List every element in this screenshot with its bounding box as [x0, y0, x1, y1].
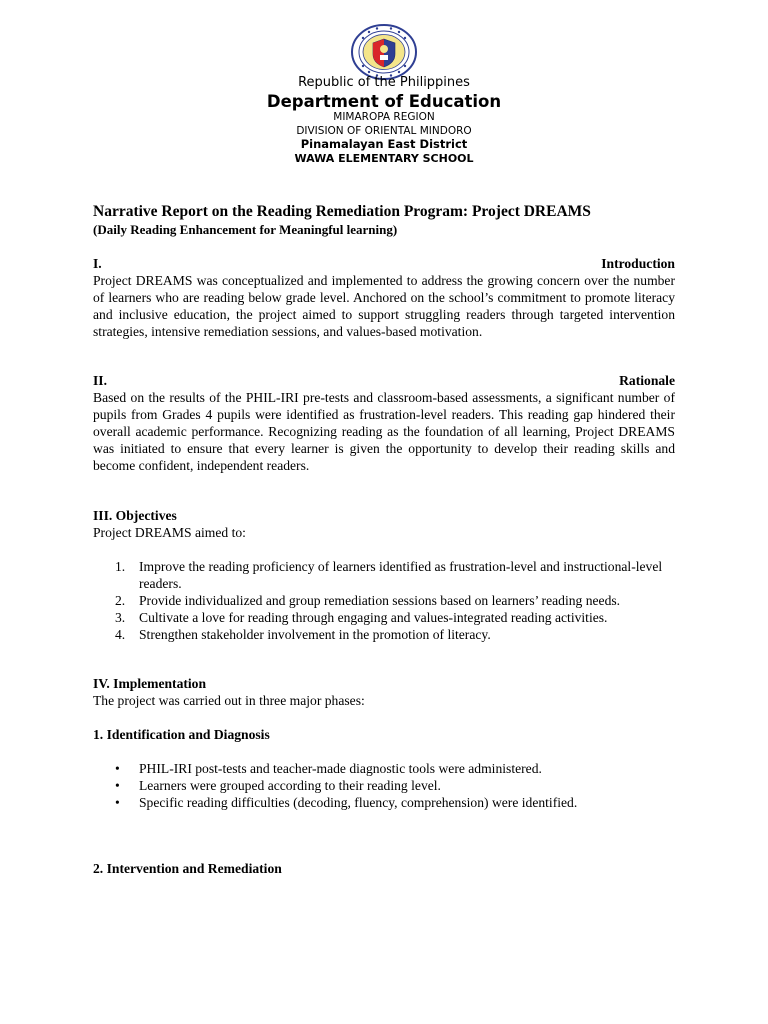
list-item — [93, 777, 675, 794]
list-item-text: Improve the reading proficiency of learners identified as frustration-level and instructional-level readers. — [139, 559, 663, 591]
list-item — [93, 626, 675, 643]
list-item — [93, 558, 675, 592]
list-number: 3. — [115, 610, 126, 625]
section-title: Introduction — [601, 256, 675, 271]
list-item-text: Specific reading difficulties (decoding, fluency, comprehension) were identified. — [139, 795, 578, 810]
list-item-text: Cultivate a love for reading through engaging and values-integrated reading activities. — [139, 610, 608, 625]
section-title: III. Objectives — [93, 508, 177, 523]
document-subtitle: (Daily Reading Enhancement for Meaningful learning) — [93, 222, 398, 237]
section-rationale — [93, 372, 675, 474]
list-number: 4. — [115, 627, 126, 642]
section-heading — [93, 255, 675, 272]
bullet-icon: • — [115, 761, 120, 776]
deped-seal-logo — [351, 24, 417, 80]
bullet-icon: • — [115, 778, 120, 793]
bullet-icon: • — [115, 795, 120, 810]
list-item-text: Provide individualized and group remediation sessions based on learners’ reading needs. — [139, 593, 621, 608]
header-republic: Republic of the Philippines — [298, 75, 470, 90]
header-department: Department of Education — [266, 92, 502, 111]
list-number: 2. — [115, 593, 126, 608]
list-item — [93, 794, 675, 811]
section-title: IV. Implementation — [93, 676, 207, 691]
section-intro: Project DREAMS aimed to: — [93, 525, 246, 540]
header-district: Pinamalayan East District — [300, 137, 468, 151]
phase-heading: 2. Intervention and Remediation — [93, 861, 282, 876]
section-title: Rationale — [619, 373, 675, 388]
phase-heading: 1. Identification and Diagnosis — [93, 727, 270, 742]
section-implementation — [93, 675, 675, 709]
section-heading — [93, 372, 675, 389]
header-school: WAWA ELEMENTARY SCHOOL — [294, 151, 474, 165]
section-paragraph: Based on the results of the PHIL-IRI pre-tests and classroom-based assessments, a significant number of pupils from Grades 4 pupils were identified as frustration-level readers. This reading gap hindered their overall academic performance. Recognizing reading as the foundation of all learning, Project DREAMS was initiated to ensure that every learner is given the opportunity to develop their reading skills and become confident, independent readers. — [93, 390, 675, 473]
section-objectives — [93, 507, 675, 643]
section-paragraph: Project DREAMS was conceptualized and implemented to address the growing concern over the number of learners who are reading below grade level. Anchored on the school’s commitment to promote literacy and inclusive education, the project aimed to support struggling readers through targeted intervention strategies, intensive remediation sessions, and values-based motivation. — [93, 273, 675, 339]
list-number: 1. — [115, 559, 126, 574]
list-item-text: Strengthen stakeholder involvement in the promotion of literacy. — [139, 627, 491, 642]
section-number: I. — [93, 256, 102, 271]
list-item-text: PHIL-IRI post-tests and teacher-made diagnostic tools were administered. — [139, 761, 542, 776]
phase-list — [93, 760, 675, 811]
section-number: II. — [93, 373, 107, 388]
header-division: DIVISION OF ORIENTAL MINDORO — [296, 124, 472, 137]
list-item — [93, 592, 675, 609]
list-item — [93, 609, 675, 626]
objectives-list — [93, 558, 675, 643]
list-item — [93, 760, 675, 777]
section-introduction — [93, 255, 675, 340]
bullet-list — [93, 760, 675, 811]
list-item-text: Learners were grouped according to their reading level. — [139, 778, 441, 793]
section-intro: The project was carried out in three major phases: — [93, 693, 365, 708]
document-title: Narrative Report on the Reading Remediation Program: Project DREAMS — [93, 203, 591, 220]
header-region: MIMAROPA REGION — [333, 111, 435, 123]
